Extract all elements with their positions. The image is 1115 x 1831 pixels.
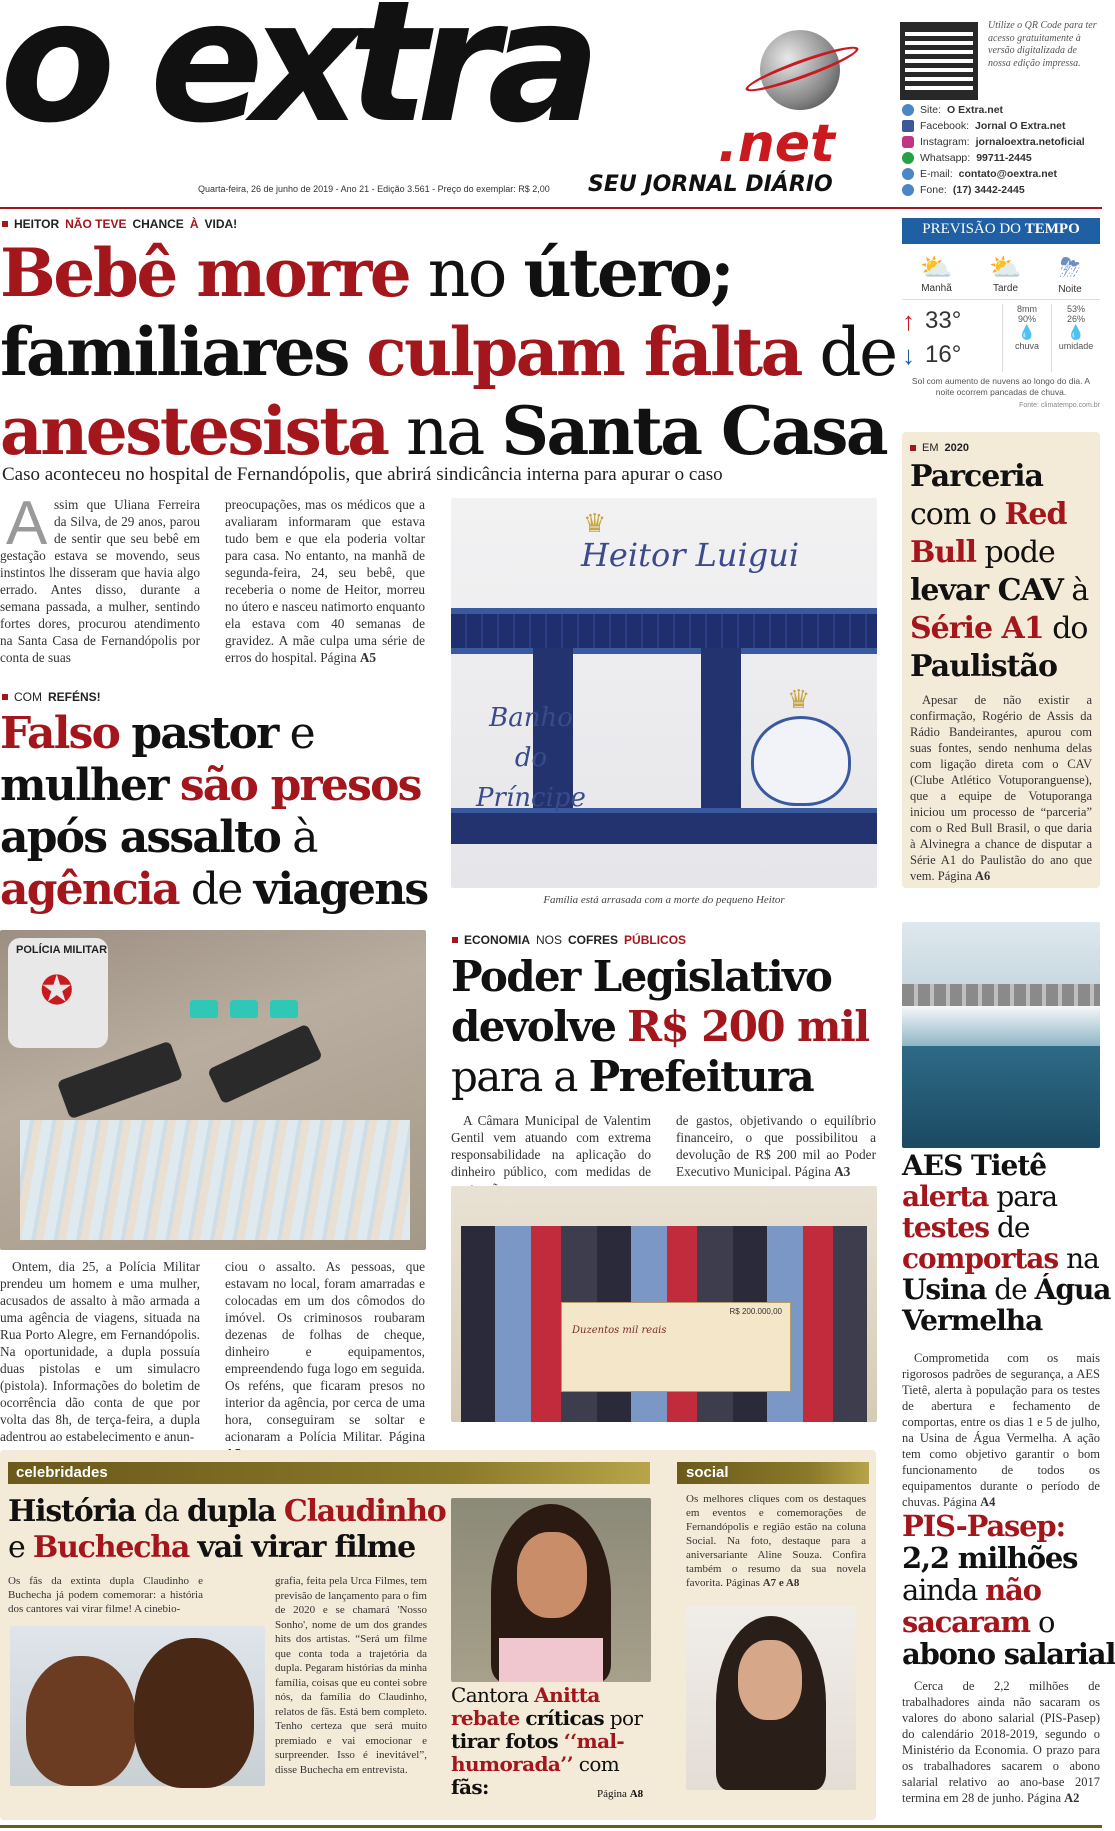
- lead-caption: Família está arrasada com a morte do pequeno Heitor: [543, 894, 785, 906]
- celebridades-col1: Os fãs da extinta dupla Claudinho e Buchecha já podem comemorar: a história dos cantores vai virar filme! A cinebio-: [8, 1575, 203, 1615]
- bottom-rule: [0, 1825, 1102, 1828]
- pastor-col2: ciou o assalto. As pessoas, que estavam no local, foram amarradas e colocadas em um dos cômodos do imóvel. Os criminosos roubaram dezenas de folhas de cheque, dinheiro e equipamentos, empreendendo fuga logo em seguida. Os reféns, que ficaram presos no interior da agência, por cerca de uma hora, conseguiram se soltar e acionaram a Polícia Militar. Página: [225, 1258, 425, 1462]
- page-ref[interactable]: A5: [359, 650, 377, 665]
- lead-col1: A ssim que Uliana Ferreira da Silva, de 29 anos, parou de sentir que seu bebê em gestação estava se movendo, seus instintos lhe disseram que havia algo errado. Antes disso, durante a semana passada, a mulher, sentindo fortes dores, procurou atendimento na Santa Casa de Fernandópolis por conta de suas: [0, 489, 200, 665]
- humidity-info: 53% 26% 💧 umidade: [1052, 304, 1100, 372]
- contact-phone[interactable]: Fone: (17) 3442-2445: [902, 182, 1100, 198]
- pastor-headline[interactable]: Falso pastor e mulher são presos após assalto à agência de viagens: [0, 708, 428, 915]
- weather-box: [902, 218, 1100, 420]
- page-ref[interactable]: A4: [980, 1495, 996, 1509]
- anitta-photo[interactable]: [451, 1498, 651, 1682]
- arrow-down-icon: ↓: [902, 339, 915, 370]
- slogan: SEU JORNAL DIÁRIO: [588, 172, 833, 197]
- lead-subhead: Caso aconteceu no hospital de Fernandópolis, que abrirá sindicância interna para apurar o caso: [2, 464, 723, 485]
- crown-icon: ♛: [787, 684, 811, 714]
- qr-code[interactable]: [900, 22, 978, 100]
- aes-headline[interactable]: AES Tietê alerta para testes de comportas na Usina de Água Vermelha: [902, 1149, 1111, 1337]
- masthead: [0, 0, 1102, 210]
- anitta-face: [517, 1532, 587, 1618]
- redbull-box: [902, 432, 1100, 888]
- email-icon: [902, 168, 914, 180]
- whatsapp-icon: [902, 152, 914, 164]
- contact-whatsapp[interactable]: Whatsapp: 99711-2445: [902, 150, 1100, 166]
- qr-text: Utilize o QR Code para ter acesso gratuitamente à versão digitalizada de nossa edição impressa.: [988, 20, 1097, 69]
- facebook-icon: [902, 120, 914, 132]
- drop-icon: 💧: [1067, 324, 1085, 340]
- police-star-icon: ✪: [40, 969, 74, 1013]
- towel-stripe-top: [451, 608, 877, 654]
- dropcap: A: [6, 489, 48, 558]
- pis-headline[interactable]: PIS-Pasep: 2,2 milhões ainda não sacaram o abono salarial: [902, 1509, 1115, 1671]
- weather-afternoon: ⛅ Tarde: [989, 252, 1022, 294]
- police-text: POLÍCIA MILITAR: [16, 944, 108, 956]
- social-tag: social: [686, 1464, 729, 1481]
- drop-icon: 💧: [1018, 324, 1036, 340]
- check-amount: R$ 200.000,00: [729, 1307, 782, 1316]
- towel-stripe-v2: [701, 648, 741, 808]
- cheques: [20, 1120, 410, 1240]
- weather-title: PREVISÃO DO TEMPO: [902, 218, 1100, 244]
- contact-facebook[interactable]: Facebook: Jornal O Extra.net: [902, 118, 1100, 134]
- weather-note: Sol com aumento de nuvens ao longo do dia. A noite ocorrem pancadas de chuva.: [911, 376, 1091, 397]
- dateline: Quarta-feira, 26 de junho de 2019 - Ano 21 - Edição 3.561 - Preço do exemplar: R$ 2,00: [198, 184, 550, 194]
- aes-photo[interactable]: [902, 922, 1100, 1148]
- contact-instagram[interactable]: Instagram: jornaloextra.netoficial: [902, 134, 1100, 150]
- claudinho-buchecha-photo[interactable]: [10, 1626, 265, 1786]
- arrow-up-icon: ↑: [902, 305, 915, 336]
- logo-net: .net: [718, 114, 835, 174]
- page-ref[interactable]: A3: [834, 1164, 851, 1179]
- masthead-rule: [0, 207, 1102, 209]
- dam: [902, 984, 1100, 1006]
- legislativo-headline[interactable]: Poder Legislativo devolve R$ 200 mil para a Prefeitura: [451, 952, 869, 1101]
- aline-souza-photo[interactable]: [686, 1606, 856, 1790]
- redbull-headline[interactable]: Parceria com o Red Bull pode levar CAV à Série A1 do Paulistão: [910, 459, 1089, 684]
- phone-icon: [190, 1000, 218, 1018]
- instagram-icon: [902, 136, 914, 148]
- redbull-kicker: EM 2020: [910, 442, 1092, 454]
- legislativo-col2: de gastos, objetivando o equilíbrio financeiro, o que possibilitou a devolução de R$ 200 mil ao Poder Executivo Municipal. Página A3: [676, 1113, 876, 1179]
- pastor-photo[interactable]: [0, 930, 426, 1250]
- pis-body: Cerca de 2,2 milhões de trabalhadores ainda não sacaram os valores do abono salarial (PIS-Pasep) do calendário 2018-2019, segundo o Ministério da Economia. O prazo para os trabalhadores sacarem o abono salarial relativo ao ano-base 2017 termina em 28 de junho. Página A2: [902, 1679, 1100, 1805]
- photo-embroidery-2: Banho do Príncipe: [476, 703, 586, 813]
- gun-icon: [207, 1024, 323, 1105]
- contact-site[interactable]: Site: O Extra.net: [902, 102, 1100, 118]
- phone-icon: [270, 1000, 298, 1018]
- celebridades-tag: celebridades: [16, 1464, 108, 1481]
- aes-body: Comprometida com os mais rigorosos padrões de segurança, a AES Tietê, alerta à população para os testes de abertura e fechamento de comportas, entre os dias 1 e 5 de julho, na Usina de Água Vermelha. A ação tem como objetivo garantir o bom funcionamento de todos os equipamentos durante o período de chuvas. Página A4: [902, 1351, 1100, 1509]
- lead-photo[interactable]: [451, 498, 877, 888]
- temperature-range: ↑ 33° ↓ 16°: [902, 305, 962, 370]
- photo-embroidery-name: Heitor Luigui: [581, 536, 800, 574]
- lead-kicker: HEITOR NÃO TEVE CHANCE À VIDA!: [2, 217, 237, 231]
- check-text: Duzentos mil reais: [572, 1325, 667, 1336]
- weather-morning: ⛅ Manhã: [920, 252, 953, 294]
- sun-cloud-icon: ⛅: [920, 252, 953, 282]
- pastor-kicker: COM REFÉNS!: [2, 690, 101, 704]
- gun-icon: [57, 1041, 183, 1120]
- contacts: [902, 102, 1100, 198]
- anitta-top: [499, 1638, 603, 1682]
- logo-main: o extra: [0, 0, 589, 160]
- giant-check: [561, 1302, 791, 1392]
- anitta-page[interactable]: Página A8: [597, 1788, 644, 1800]
- weather-night: ⛈ Noite: [1058, 252, 1082, 295]
- page-ref[interactable]: A7 e A8: [762, 1577, 800, 1589]
- redbull-body: Apesar de não existir a confirmação, Rogério de Assis da Rádio Bandeirantes, apurou com suas fontes, sendo nenhuma delas com ligação direta com o CAV (Clube Atlético Votuporanguense), que a equipe de Votuporanga iniciou um processo de “parceria” com o Red Bull Brasil, o que daria à Alvinegra a chance de disputar a Série A1 do Paulistão do ano que vem. Página A6: [910, 693, 1092, 883]
- sun-cloud-icon: ⛅: [989, 252, 1022, 282]
- globe-icon: [902, 104, 914, 116]
- phone-icon: [902, 184, 914, 196]
- legislativo-kicker: ECONOMIA NOS COFRES PÚBLICOS: [452, 933, 686, 947]
- spillway-water: [902, 1006, 1100, 1046]
- page-ref[interactable]: A6: [974, 869, 991, 883]
- social-body: Os melhores cliques com os destaques em eventos e comemorações de Fernandópolis e região estão na coluna Social. Na foto, destaque para a aniversariante Aline Souza. Confira também o resumo da sua novela favorita. Páginas A7 e A8: [686, 1493, 866, 1589]
- legislativo-col1: A Câmara Municipal de Valentim Gentil vem atuando com extrema responsabilidade na aplicação do dinheiro público, com medidas de: [451, 1113, 651, 1179]
- weather-source: Fonte: climatempo.com.br: [1019, 402, 1100, 409]
- page-ref[interactable]: A2: [1064, 1791, 1080, 1805]
- contact-email[interactable]: E-mail: contato@oextra.net: [902, 166, 1100, 182]
- rain-info: 8mm 90% 💧 chuva: [1002, 304, 1052, 372]
- celebridades-headline[interactable]: História da dupla Claudinho e Buchecha vai virar filme: [8, 1494, 446, 1565]
- crown-icon: ♛: [583, 508, 607, 538]
- lead-headline[interactable]: Bebê morre no útero; familiares culpam falta de anestesista na Santa Casa: [0, 234, 896, 470]
- celebridades-col2: grafia, feita pela Urca Filmes, tem previsão de lançamento para o fim de 2020 e se chamará 'Nosso Sonho', nome de um dos grandes hits dos artistas. “Será um filme que conta toda a trajetória da dupla. Pegaram histórias da minha família, coisas que eu contei sobre nós, da família do Claudinho, relatos de fãs. Está bem completo. Tenho certeza que será muito premiado e vai emocionar e surpreender. Isso é inevitável”, disse Buchecha em entrevista.: [275, 1575, 427, 1776]
- rain-icon: ⛈: [1059, 252, 1081, 282]
- bear-icon: [751, 716, 851, 806]
- phone-icon: [230, 1000, 258, 1018]
- aline-face: [738, 1640, 802, 1720]
- globe-icon: [760, 30, 840, 110]
- face-1: [26, 1656, 136, 1786]
- pastor-col1: Ontem, dia 25, a Polícia Militar prendeu um homem e uma mulher, acusados de assalto à mão armada a uma agência de viagens, situada na Rua Porto Alegre, em Fernandópolis. Na oportunidade, a dupla possuía duas pistolas e um simulacro (pistola). Informações do boletim de ocorrência dão conta de que por volta das 8h, de terça-feira, a dupla adentrou ao estabelecimento e anun-: [0, 1259, 200, 1444]
- logo[interactable]: [0, 0, 589, 160]
- anitta-headline[interactable]: Cantora Anitta rebate críticas por tirar fotos ‘‘mal-humorada’’ com fãs:: [451, 1683, 643, 1799]
- legislativo-photo[interactable]: [451, 1186, 877, 1422]
- lead-col2: preocupações, mas os médicos que a avaliaram informaram que estava tudo bem e que ela poderia voltar para casa. No entanto, na manhã de segunda-feira, 24, seu bebê, que receberia o nome de Heitor, morreu no útero e nasceu natimorto enquanto ela estava com 40 semanas de gravidez. A mãe culpa uma série de erros do hospital. Página A5: [225, 497, 425, 665]
- face-2: [134, 1638, 254, 1788]
